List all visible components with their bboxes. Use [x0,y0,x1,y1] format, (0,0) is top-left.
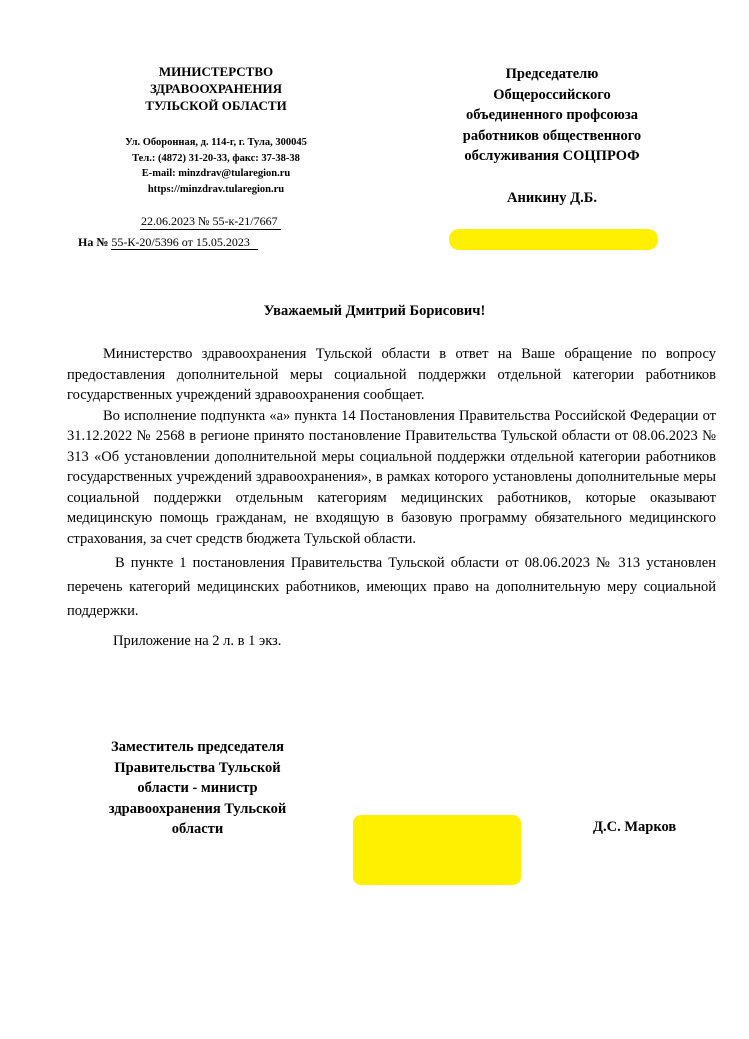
addressee-line: объединенного профсоюза [466,107,638,123]
addressee-line: обслуживания СОЦПРОФ [464,148,640,164]
reply-reference [78,235,258,250]
outgoing-registration-number: 22.06.2023 № 55-к-21/7667 [140,214,281,230]
signer-title-line: Заместитель председателя [111,739,284,755]
appendix-note: Приложение на 2 л. в 1 экз. [113,633,282,649]
signature-redaction-mark [353,815,521,885]
addressee-line: работников общественного [462,127,642,144]
sender-website: https://minzdrav.tularegion.ru [147,183,285,195]
ministry-name [92,63,340,114]
addressee-block [436,64,668,208]
sender-email: E-mail: minzdrav@tularegion.ru [141,168,291,179]
sender-phone: Тел.: (4872) 31-20-33, факс: 37-38-38 [132,152,300,164]
letter-body [67,344,716,652]
signer-title-line: здравоохранения Тульской [108,800,287,817]
letter-paragraph: В пункте 1 постановления Правительства Тульской области от 08.06.2023 № 313 установлен перечень категорий медицинских работников, имеющих право на дополнительную меру социальной поддержки. [67,555,716,619]
ministry-name-line: ТУЛЬСКОЙ ОБЛАСТИ [145,98,287,113]
reply-reference-label: На № [78,235,109,249]
redaction-mark [449,229,658,250]
signer-title-line: Правительства Тульской [114,759,281,776]
ministry-name-line: ЗДРАВООХРАНЕНИЯ [149,81,282,96]
signer-title-line: области [171,821,224,837]
signer-title-line: области - министр [137,780,258,796]
sender-contacts [92,135,340,197]
letter-paragraph: Во исполнение подпункта «а» пункта 14 Постановления Правительства Российской Федерации от 31.12.2022 № 2568 в регионе принято постановление Правительства Тульской области от 08.06.2023 № 313 «Об установлении дополнительной меры социальной поддержки отдельной категории работников государственных учреждений здравоохранения», в рамках которого установлены дополнительные меры социальной поддержки отдельным категориям медицинских работников, которые оказывают медицинскую помощь гражданам, не входящую в базовую программу обязательного медицинского страхования, за счет средств бюджета Тульской области. [67,407,716,547]
addressee-name: Аникину Д.Б. [507,189,597,206]
addressee-line: Председателю [505,66,599,82]
sender-block [92,63,340,197]
reply-reference-value: 55-К-20/5396 от 15.05.2023 [111,235,257,250]
ministry-name-line: МИНИСТЕРСТВО [158,64,274,79]
signer-title [84,737,311,840]
addressee-line: Общероссийского [493,86,611,103]
sender-address: Ул. Оборонная, д. 114-г, г. Тула, 300045 [125,137,307,148]
letter-greeting: Уважаемый Дмитрий Борисович! [263,303,486,319]
signer-name: Д.С. Марков [593,819,677,835]
letter-paragraph: Министерство здравоохранения Тульской области в ответ на Ваше обращение по вопросу предоставления дополнительной меры социальной поддержки отдельной категории работников государственных учреждений здравоохранения сообщает. [67,346,716,403]
